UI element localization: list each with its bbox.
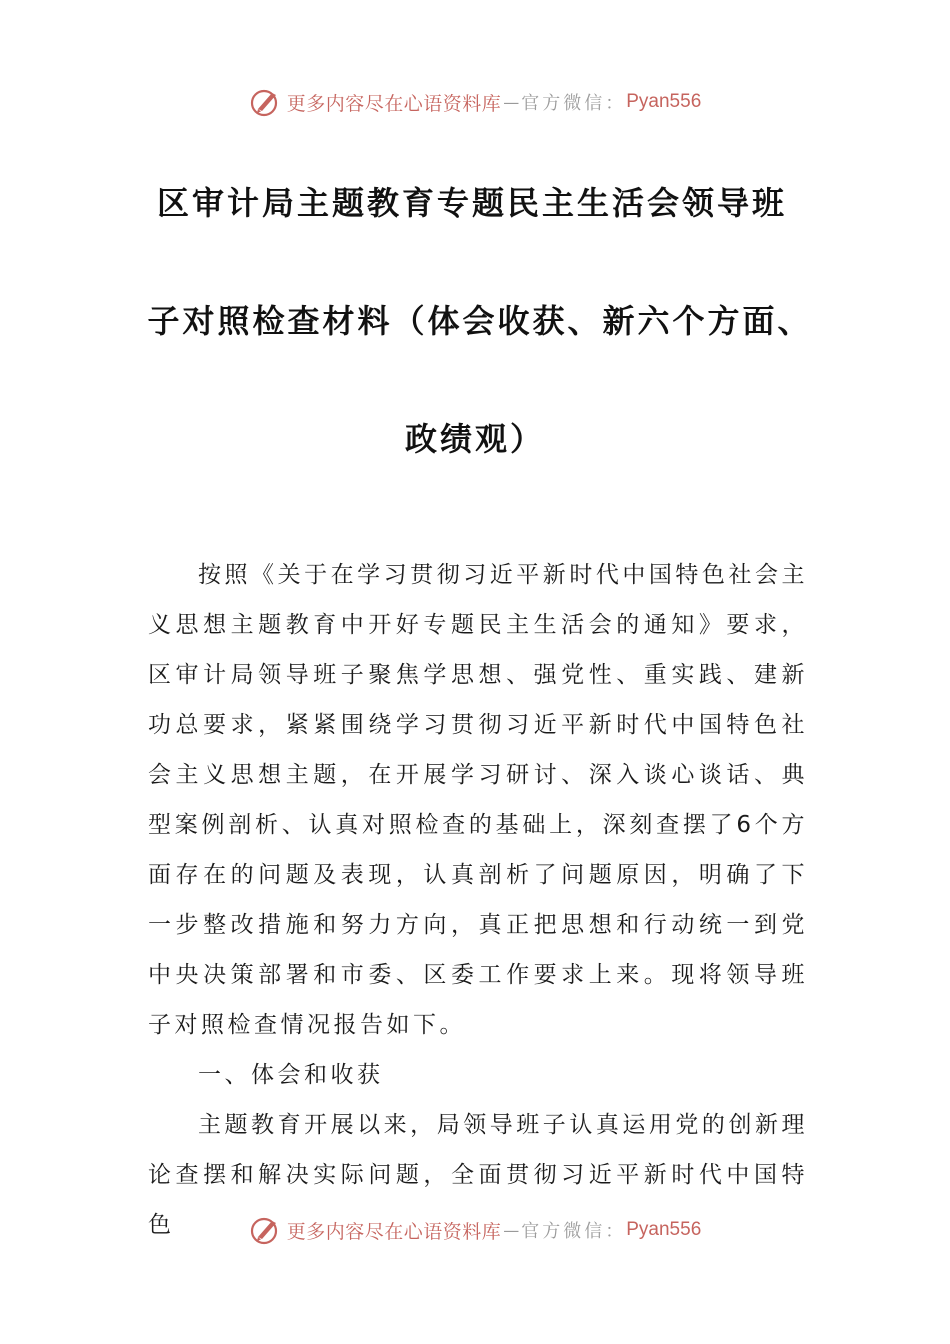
watermark-wechat-label: 官方微信： — [521, 93, 627, 114]
document-title-line-2: 子对照检查材料（体会收获、新六个方面、 — [147, 302, 813, 340]
watermark-header — [0, 84, 950, 120]
watermark-dash: — — [503, 1220, 520, 1240]
document-title-line-3: 政绩观） — [404, 420, 545, 458]
pen-circle-logo-icon — [249, 86, 281, 118]
pen-circle-logo-icon — [249, 1214, 281, 1246]
watermark-footer — [0, 1212, 950, 1248]
watermark-wechat-label: 官方微信： — [521, 1221, 627, 1242]
watermark-dash: — — [503, 92, 520, 112]
watermark-wechat-id: Pyan556 — [626, 91, 702, 112]
paragraph-intro: 按照《关于在学习贯彻习近平新时代中国特色社会主义思想主题教育中开好专题民主生活会的通知》要求，区审计局领导班子聚焦学思想、强党性、重实践、建新功总要求，紧紧围绕学习贯彻习近平新时代中国特色社会主义思想主题，在开展学习研讨、深入谈心谈话、典型案例剖析、认真对照检查的基础上，深刻查摆了6个方面存在的问题及表现，认真剖析了问题原因，明确了下一步整改措施和努力方向，真正把思想和行动统一到党中央决策部署和市委、区委工作要求上来。现将领导班子对照检查情况报告如下。 — [148, 562, 808, 1038]
watermark-wechat-id: Pyan556 — [626, 1219, 702, 1240]
section-heading-1: 一、体会和收获 — [198, 1062, 384, 1088]
paragraph-section-1: 主题教育开展以来，局领导班子认真运用党的创新理论查摆和解决实际问题，全面贯彻习近平新时代中国特色 — [148, 1112, 808, 1238]
document-title-line-1: 区审计局主题教育专题民主生活会领导班 — [156, 184, 787, 222]
watermark-brand: 更多内容尽在心语资料库 — [286, 1220, 502, 1243]
document-body — [148, 550, 808, 1250]
watermark-brand: 更多内容尽在心语资料库 — [286, 92, 502, 115]
